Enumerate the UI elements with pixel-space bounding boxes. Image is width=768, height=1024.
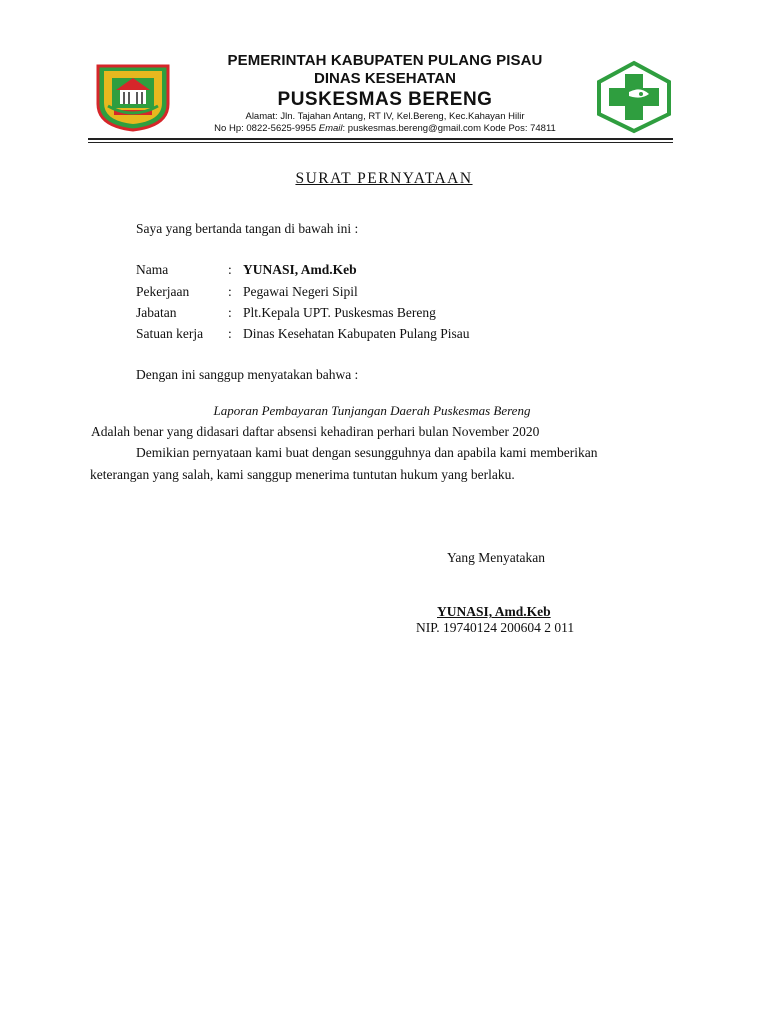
signer-nip: NIP. 19740124 200604 2 011 — [416, 620, 575, 635]
letterhead-institution: PUSKESMAS BERENG — [277, 89, 493, 110]
field-label-pekerjaan: Pekerjaan — [136, 284, 190, 299]
contact-phone: No Hp: 0822-5625-9955 — [214, 123, 317, 134]
document-title: SURAT PERNYATAAN — [295, 170, 473, 187]
report-title: Laporan Pembayaran Tunjangan Daerah Puskesmas Bereng — [213, 403, 531, 418]
field-value-satuan-kerja: Dinas Kesehatan Kabupaten Pulang Pisau — [243, 326, 470, 341]
statement-intro: Dengan ini sanggup menyatakan bahwa : — [136, 367, 359, 382]
body-line-2: Demikian pernyataan kami buat dengan sesungguhnya dan apabila kami memberikan — [136, 445, 598, 460]
body-line-1: Adalah benar yang didasari daftar absensi kehadiran perhari bulan November 2020 — [91, 424, 540, 439]
field-label-satuan-kerja: Satuan kerja — [136, 326, 204, 341]
field-value-jabatan: Plt.Kepala UPT. Puskesmas Bereng — [243, 305, 436, 320]
signer-name: YUNASI, Amd.Keb — [437, 604, 551, 619]
intro-text: Saya yang bertanda tangan di bawah ini : — [136, 221, 359, 236]
letterhead-contact — [140, 123, 630, 134]
body-line-3: keterangan yang salah, kami sanggup menerima tuntutan hukum yang berlaku. — [90, 467, 515, 482]
letterhead-department: DINAS KESEHATAN — [314, 70, 456, 87]
field-label-jabatan: Jabatan — [136, 305, 177, 320]
field-colon: : — [228, 326, 232, 341]
field-label-nama: Nama — [136, 262, 169, 277]
letterhead-divider-thin — [88, 142, 673, 143]
letterhead-address: Alamat: Jln. Tajahan Antang, RT IV, Kel.Bereng, Kec.Kahayan Hilir — [245, 111, 525, 122]
letterhead-divider-thick — [88, 138, 673, 140]
field-value-nama: YUNASI, Amd.Keb — [243, 262, 357, 277]
contact-email: : puskesmas.bereng@gmail.com Kode Pos: 74811 — [342, 123, 556, 134]
field-colon: : — [228, 262, 232, 277]
contact-email-label: Email — [318, 123, 343, 134]
field-colon: : — [228, 305, 232, 320]
field-value-pekerjaan: Pegawai Negeri Sipil — [243, 284, 358, 299]
field-colon: : — [228, 284, 232, 299]
closing-text: Yang Menyatakan — [447, 550, 545, 565]
letterhead-government: PEMERINTAH KABUPATEN PULANG PISAU — [227, 52, 543, 69]
